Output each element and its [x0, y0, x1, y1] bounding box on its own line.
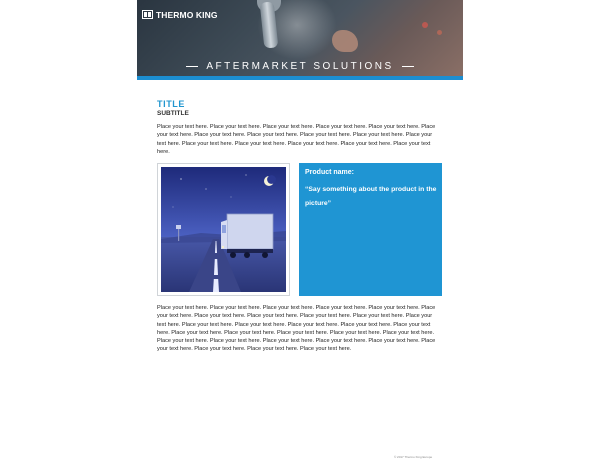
- footer-copyright: © 2017 Thermo King Europe: [394, 455, 433, 459]
- truck-night-road-image: [161, 167, 286, 292]
- banner-title: [137, 61, 463, 72]
- document-page: [137, 0, 463, 464]
- header-banner: [137, 0, 463, 76]
- page-subtitle: SUBTITLE: [157, 110, 189, 117]
- divider-dash: [186, 66, 198, 67]
- header-accent-bar: [137, 76, 463, 80]
- logo-text: THERMO KING: [156, 9, 218, 20]
- intro-paragraph: Place your text here. Place your text here. Place your text here. Place your text here. Place your text here. Place your text here. Place your text here. Place your text here. Place your text here. Place your text here. Place your text here. Place your text here. Place your text here. Place your text here. Place your text here. Place your text here.: [157, 124, 436, 155]
- brand-logo: [142, 9, 218, 20]
- divider-dash: [402, 66, 414, 67]
- banner-title-text: AFTERMARKET SOLUTIONS: [206, 61, 394, 72]
- product-description: “Say something about the product in the picture”: [305, 186, 437, 207]
- product-info-box: [299, 163, 442, 296]
- product-photo: [157, 163, 290, 296]
- thermo-king-logo-icon: [142, 10, 153, 19]
- body-paragraph: Place your text here. Place your text here. Place your text here. Place your text here. Place your text here. Place your text here. Place your text here. Place your text here. Place your text here. Place your text here. Place your text here. Place your text here. Place your text here. Place your text here. Place your text here. Place your text here. Place your text here. Place your text here. Place your text here. Place your text here. Place your text here. Place your text here. Place your text here. Place your text here. Place your text here. Place your text here. Place your text here. Place your text here. Place your text here. Place your text here.: [157, 305, 436, 353]
- bokeh-light: [422, 22, 428, 28]
- hand-graphic: [332, 30, 358, 52]
- bokeh-light: [437, 30, 442, 35]
- page-title: TITLE: [157, 99, 185, 109]
- product-name-label: Product name:: [305, 169, 355, 176]
